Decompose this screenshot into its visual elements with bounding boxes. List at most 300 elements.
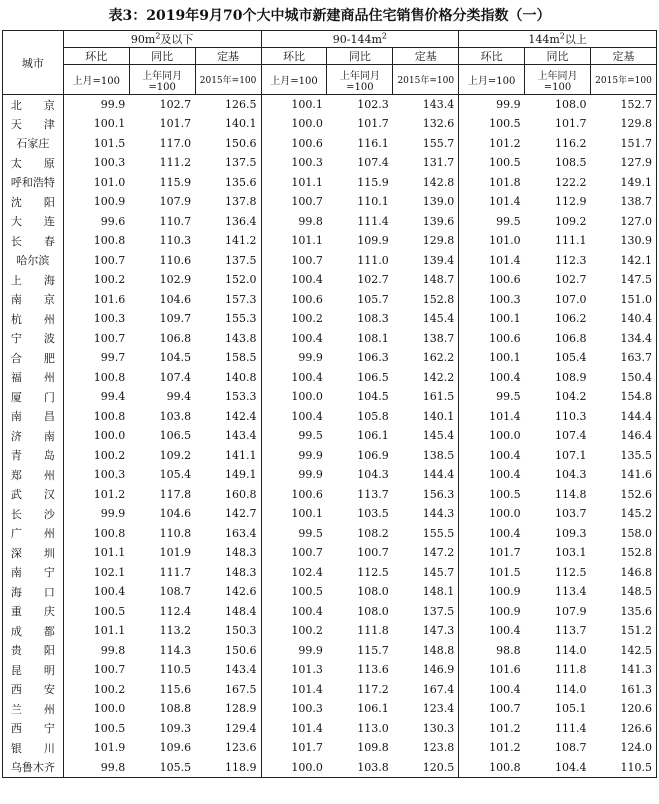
index-value: 116.2	[554, 136, 587, 150]
index-value: 99.4	[100, 390, 126, 404]
index-value: 100.5	[93, 604, 126, 618]
city-name: 南 昌	[3, 407, 64, 427]
city-name: 合 肥	[3, 348, 64, 368]
base-header-yoy: 上年同月=100	[327, 65, 393, 95]
index-value: 100.1	[489, 312, 521, 326]
index-value: 108.8	[159, 702, 192, 716]
index-value: 104.5	[357, 390, 389, 404]
base-header-fixed: 2015年=100	[195, 65, 261, 95]
index-value: 102.4	[291, 565, 323, 579]
index-value: 100.7	[357, 546, 389, 560]
index-value: 114.8	[554, 487, 587, 501]
index-value: 124.0	[590, 738, 656, 758]
index-value: 143.4	[195, 660, 261, 680]
city-name: 成 都	[3, 621, 64, 641]
index-value: 100.2	[291, 624, 323, 638]
table-row	[3, 465, 657, 485]
index-value: 152.8	[393, 290, 459, 310]
index-value: 100.5	[489, 156, 521, 170]
index-value: 101.2	[489, 741, 521, 755]
table-body	[3, 95, 657, 778]
index-value: 143.4	[393, 95, 459, 115]
index-value: 100.0	[291, 390, 323, 404]
index-value: 109.9	[357, 234, 389, 248]
index-value: 98.8	[496, 643, 521, 657]
city-name: 长 春	[3, 231, 64, 251]
index-value: 105.4	[554, 351, 587, 365]
city-name: 南 宁	[3, 563, 64, 583]
index-value: 142.2	[393, 368, 459, 388]
index-value: 146.8	[590, 563, 656, 583]
index-value: 99.4	[166, 390, 192, 404]
city-name: 济 南	[3, 426, 64, 446]
index-value: 148.1	[393, 582, 459, 602]
index-value: 128.9	[195, 699, 261, 719]
sub-header-fixed: 定基	[590, 48, 656, 65]
index-value: 108.1	[357, 331, 389, 345]
table-row	[3, 543, 657, 563]
index-value: 126.5	[195, 95, 261, 115]
index-value: 101.0	[489, 234, 521, 248]
index-value: 108.3	[357, 312, 389, 326]
index-value: 109.3	[159, 721, 192, 735]
index-value: 117.2	[357, 682, 389, 696]
table-row	[3, 563, 657, 583]
table-row	[3, 446, 657, 466]
index-value: 148.7	[393, 270, 459, 290]
index-value: 101.1	[93, 546, 126, 560]
index-value: 142.7	[195, 504, 261, 524]
index-value: 100.5	[489, 117, 521, 131]
index-value: 99.9	[298, 351, 323, 365]
index-value: 99.9	[298, 643, 323, 657]
index-value: 129.8	[393, 231, 459, 251]
base-header-yoy: 上年同月=100	[129, 65, 195, 95]
index-value: 167.5	[195, 680, 261, 700]
index-value: 100.6	[489, 273, 521, 287]
index-value: 145.7	[393, 563, 459, 583]
index-value: 140.1	[195, 114, 261, 134]
table-row	[3, 387, 657, 407]
index-value: 100.0	[489, 429, 521, 443]
index-value: 100.3	[93, 312, 126, 326]
index-value: 106.5	[357, 370, 389, 384]
index-value: 99.8	[298, 214, 323, 228]
index-value: 99.9	[496, 98, 521, 111]
city-name: 青 岛	[3, 446, 64, 466]
index-value: 104.3	[357, 468, 389, 482]
sub-header-yoy: 同比	[525, 48, 591, 65]
city-name: 哈尔滨	[3, 251, 64, 271]
index-value: 109.6	[159, 741, 192, 755]
index-value: 101.1	[291, 175, 323, 189]
group-header-small: $90m^2$及以下	[63, 31, 261, 48]
index-value: 158.5	[195, 348, 261, 368]
index-value: 105.1	[554, 702, 587, 716]
index-value: 163.7	[590, 348, 656, 368]
index-value: 101.4	[291, 721, 323, 735]
index-value: 100.8	[93, 409, 126, 423]
index-value: 107.0	[554, 292, 587, 306]
index-value: 130.3	[393, 719, 459, 739]
index-value: 100.0	[261, 758, 327, 778]
index-value: 109.2	[554, 214, 587, 228]
index-value: 104.6	[159, 507, 192, 521]
index-value: 101.7	[159, 117, 192, 131]
base-header-yoy: 上年同月=100	[525, 65, 591, 95]
index-value: 142.8	[393, 173, 459, 193]
index-value: 151.7	[590, 134, 656, 154]
index-value: 99.8	[100, 643, 126, 657]
index-value: 154.8	[590, 387, 656, 407]
index-value: 150.3	[195, 621, 261, 641]
index-value: 113.6	[357, 663, 389, 677]
base-header-mom: 上月=100	[63, 65, 129, 95]
table-row	[3, 426, 657, 446]
index-value: 118.9	[195, 758, 261, 778]
index-value: 127.9	[590, 153, 656, 173]
index-value: 102.9	[159, 273, 192, 287]
index-value: 150.6	[195, 641, 261, 661]
table-row	[3, 407, 657, 427]
index-value: 150.4	[590, 368, 656, 388]
index-value: 152.8	[590, 543, 656, 563]
city-name: 天 津	[3, 114, 64, 134]
index-value: 100.8	[459, 758, 525, 778]
index-value: 117.8	[159, 487, 192, 501]
index-value: 100.2	[93, 273, 126, 287]
index-value: 115.7	[357, 643, 389, 657]
index-value: 152.0	[195, 270, 261, 290]
city-name: 重 庆	[3, 602, 64, 622]
index-value: 141.1	[195, 446, 261, 466]
index-value: 140.1	[393, 407, 459, 427]
index-value: 100.3	[291, 702, 323, 716]
index-value: 103.7	[554, 507, 587, 521]
index-value: 105.7	[357, 292, 389, 306]
table-row	[3, 114, 657, 134]
table-row	[3, 153, 657, 173]
index-value: 101.6	[93, 292, 126, 306]
index-value: 111.4	[357, 214, 389, 228]
index-value: 108.2	[357, 526, 389, 540]
index-value: 143.4	[195, 426, 261, 446]
index-value: 103.1	[554, 546, 587, 560]
city-name: 昆 明	[3, 660, 64, 680]
index-value: 112.5	[554, 565, 587, 579]
group-header-medium: $90-144m^2$	[261, 31, 459, 48]
index-value: 103.8	[327, 758, 393, 778]
index-value: 105.5	[129, 758, 195, 778]
index-value: 108.0	[554, 98, 587, 111]
index-value: 101.3	[291, 663, 323, 677]
city-name: 上 海	[3, 270, 64, 290]
index-value: 100.3	[93, 468, 126, 482]
index-value: 148.5	[590, 582, 656, 602]
index-value: 101.4	[489, 195, 521, 209]
index-value: 113.7	[554, 624, 587, 638]
index-value: 100.8	[93, 234, 126, 248]
table-row	[3, 329, 657, 349]
index-value: 107.4	[357, 156, 389, 170]
index-value: 101.0	[93, 175, 126, 189]
index-value: 100.9	[489, 585, 521, 599]
index-value: 99.5	[496, 214, 521, 228]
index-value: 144.4	[393, 465, 459, 485]
index-value: 101.2	[489, 136, 521, 150]
index-value: 163.4	[195, 524, 261, 544]
index-value: 146.4	[590, 426, 656, 446]
city-name: 太 原	[3, 153, 64, 173]
index-value: 110.5	[590, 758, 656, 778]
index-value: 147.2	[393, 543, 459, 563]
table-row	[3, 173, 657, 193]
index-value: 110.3	[554, 409, 587, 423]
index-value: 106.8	[554, 331, 587, 345]
city-name: 厦 门	[3, 387, 64, 407]
index-value: 116.1	[357, 136, 389, 150]
index-value: 115.6	[159, 682, 192, 696]
index-value: 99.5	[298, 429, 323, 443]
index-value: 139.4	[393, 251, 459, 271]
index-value: 99.8	[63, 758, 129, 778]
index-value: 147.5	[590, 270, 656, 290]
index-value: 100.6	[291, 487, 323, 501]
index-value: 113.0	[357, 721, 389, 735]
index-value: 150.6	[195, 134, 261, 154]
index-value: 103.8	[159, 409, 192, 423]
index-value: 122.2	[554, 175, 587, 189]
index-value: 107.4	[554, 429, 587, 443]
index-value: 100.4	[291, 331, 323, 345]
base-header-mom: 上月=100	[261, 65, 327, 95]
index-value: 100.3	[93, 156, 126, 170]
index-value: 100.9	[93, 195, 126, 209]
index-value: 157.3	[195, 290, 261, 310]
index-value: 114.3	[159, 643, 192, 657]
index-value: 100.0	[93, 429, 126, 443]
index-value: 126.6	[590, 719, 656, 739]
sub-header-yoy: 同比	[327, 48, 393, 65]
index-value: 139.6	[393, 212, 459, 232]
table-row	[3, 251, 657, 271]
table-row	[3, 758, 657, 778]
index-value: 106.1	[357, 429, 389, 443]
index-value: 167.4	[393, 680, 459, 700]
city-name: 杭 州	[3, 309, 64, 329]
index-value: 123.6	[195, 738, 261, 758]
index-value: 101.9	[159, 546, 192, 560]
index-value: 100.4	[489, 624, 521, 638]
index-value: 100.0	[291, 117, 323, 131]
index-value: 101.4	[489, 253, 521, 267]
index-value: 99.5	[298, 526, 323, 540]
index-value: 99.9	[298, 468, 323, 482]
table-row	[3, 582, 657, 602]
index-value: 134.4	[590, 329, 656, 349]
index-value: 106.9	[357, 448, 389, 462]
sub-header-yoy: 同比	[129, 48, 195, 65]
city-name: 福 州	[3, 368, 64, 388]
index-value: 108.0	[357, 585, 389, 599]
city-name: 西 安	[3, 680, 64, 700]
index-value: 99.6	[100, 214, 126, 228]
base-header-mom: 上月=100	[459, 65, 525, 95]
index-value: 141.3	[590, 660, 656, 680]
index-value: 110.5	[159, 663, 192, 677]
city-name: 沈 阳	[3, 192, 64, 212]
index-value: 100.3	[291, 156, 323, 170]
index-value: 140.4	[590, 309, 656, 329]
index-value: 100.5	[291, 585, 323, 599]
index-value: 100.7	[291, 195, 323, 209]
table-row	[3, 719, 657, 739]
index-value: 108.7	[159, 585, 192, 599]
index-value: 100.1	[489, 351, 521, 365]
index-value: 145.4	[393, 426, 459, 446]
index-value: 101.2	[93, 487, 126, 501]
city-name: 兰 州	[3, 699, 64, 719]
city-name: 武 汉	[3, 485, 64, 505]
index-value: 160.8	[195, 485, 261, 505]
table-row	[3, 660, 657, 680]
city-name: 郑 州	[3, 465, 64, 485]
index-value: 101.1	[291, 234, 323, 248]
index-value: 101.4	[291, 682, 323, 696]
index-value: 100.9	[489, 604, 521, 618]
index-value: 149.1	[590, 173, 656, 193]
index-value: 109.8	[357, 741, 389, 755]
index-value: 99.9	[100, 98, 126, 111]
index-value: 123.8	[393, 738, 459, 758]
city-name: 深 圳	[3, 543, 64, 563]
city-name: 西 宁	[3, 719, 64, 739]
index-value: 144.3	[393, 504, 459, 524]
index-value: 102.1	[93, 565, 126, 579]
index-value: 100.8	[93, 370, 126, 384]
index-value: 104.4	[525, 758, 591, 778]
index-value: 146.9	[393, 660, 459, 680]
index-value: 100.1	[291, 98, 323, 111]
index-value: 113.4	[554, 585, 587, 599]
index-value: 138.7	[590, 192, 656, 212]
index-value: 143.8	[195, 329, 261, 349]
index-value: 100.7	[489, 702, 521, 716]
index-value: 107.4	[159, 370, 192, 384]
table-row	[3, 524, 657, 544]
table-row	[3, 699, 657, 719]
index-value: 100.6	[291, 292, 323, 306]
index-value: 101.6	[489, 663, 521, 677]
table-row	[3, 602, 657, 622]
index-value: 100.6	[291, 136, 323, 150]
base-header-fixed: 2015年=100	[590, 65, 656, 95]
index-value: 107.9	[159, 195, 192, 209]
table-row	[3, 738, 657, 758]
table-row	[3, 641, 657, 661]
index-value: 142.1	[590, 251, 656, 271]
table-title: 表3：2019年9月70个大中城市新建商品住宅销售价格分类指数（一）	[108, 8, 551, 24]
table-row	[3, 231, 657, 251]
index-value: 100.4	[489, 370, 521, 384]
index-value: 110.1	[357, 195, 389, 209]
index-value: 111.7	[159, 565, 192, 579]
index-value: 111.1	[554, 234, 587, 248]
city-name: 石家庄	[3, 134, 64, 154]
index-value: 137.5	[393, 602, 459, 622]
index-value: 109.7	[159, 312, 192, 326]
index-value: 155.7	[393, 134, 459, 154]
index-value: 148.3	[195, 563, 261, 583]
index-value: 100.4	[489, 448, 521, 462]
index-value: 137.5	[195, 153, 261, 173]
index-value: 101.5	[93, 136, 126, 150]
index-value: 105.8	[357, 409, 389, 423]
index-value: 100.2	[291, 312, 323, 326]
index-value: 144.4	[590, 407, 656, 427]
index-value: 162.2	[393, 348, 459, 368]
city-name: 海 口	[3, 582, 64, 602]
city-column-header: 城市	[3, 31, 64, 95]
index-value: 135.6	[195, 173, 261, 193]
index-value: 101.7	[357, 117, 389, 131]
index-value: 99.7	[100, 351, 126, 365]
index-value: 151.2	[590, 621, 656, 641]
index-value: 156.3	[393, 485, 459, 505]
index-value: 101.7	[291, 741, 323, 755]
index-value: 158.0	[590, 524, 656, 544]
index-value: 102.7	[357, 273, 389, 287]
table-row	[3, 212, 657, 232]
index-value: 100.0	[93, 702, 126, 716]
index-value: 100.4	[291, 273, 323, 287]
index-value: 139.0	[393, 192, 459, 212]
city-name: 大 连	[3, 212, 64, 232]
index-value: 99.9	[100, 507, 126, 521]
index-value: 152.7	[590, 95, 656, 115]
index-value: 101.7	[489, 546, 521, 560]
table-row	[3, 309, 657, 329]
index-value: 141.6	[590, 465, 656, 485]
index-value: 99.9	[298, 448, 323, 462]
table-row	[3, 348, 657, 368]
index-value: 113.7	[357, 487, 389, 501]
index-value: 108.9	[554, 370, 587, 384]
index-value: 127.0	[590, 212, 656, 232]
index-value: 135.6	[590, 602, 656, 622]
index-value: 100.7	[93, 331, 126, 345]
index-value: 101.1	[93, 624, 126, 638]
index-value: 120.5	[393, 758, 459, 778]
index-value: 106.5	[159, 429, 192, 443]
city-name: 宁 波	[3, 329, 64, 349]
index-value: 110.7	[159, 214, 192, 228]
index-value: 137.5	[195, 251, 261, 271]
table-row	[3, 290, 657, 310]
index-value: 141.2	[195, 231, 261, 251]
base-header-fixed: 2015年=100	[393, 65, 459, 95]
index-value: 101.8	[489, 175, 521, 189]
index-value: 104.5	[159, 351, 192, 365]
table-row	[3, 680, 657, 700]
table-row	[3, 485, 657, 505]
index-value: 137.8	[195, 192, 261, 212]
index-value: 100.8	[93, 526, 126, 540]
index-value: 100.5	[489, 487, 521, 501]
index-value: 109.2	[159, 448, 192, 462]
table-row	[3, 192, 657, 212]
index-value: 100.4	[489, 682, 521, 696]
